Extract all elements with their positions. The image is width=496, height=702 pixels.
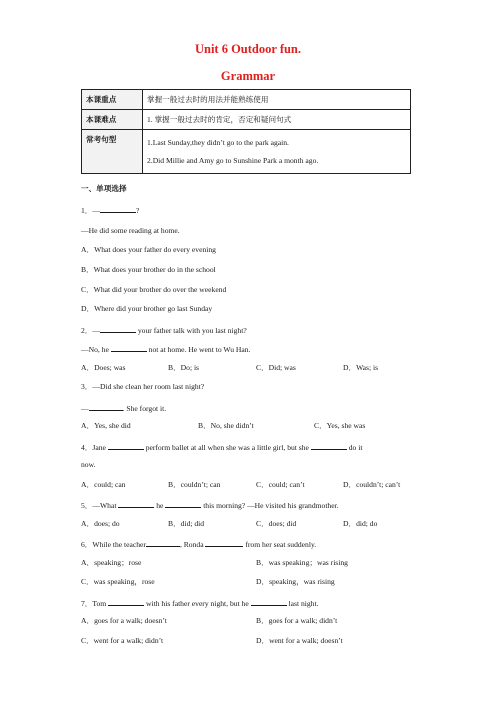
q5-option-a[interactable]: A．does; do [81, 519, 120, 528]
q5-option-c[interactable]: C．does; did [256, 519, 297, 528]
pattern-line-1: 1.Last Sunday,they didn’t go to the park again. [147, 137, 289, 147]
answer-blank[interactable] [108, 597, 144, 606]
q1-answer: —He did some reading at home. [81, 226, 180, 235]
q7-option-a[interactable]: A．goes for a walk; doesn’t [81, 616, 167, 625]
answer-blank[interactable] [100, 324, 136, 333]
info-value-difficulty: 1. 掌握一般过去时的肯定，否定和疑问句式 [143, 110, 411, 130]
q6-option-b[interactable]: B．was speaking；was rising [256, 558, 348, 567]
info-label-patterns: 常考句型 [82, 130, 143, 174]
answer-blank[interactable] [251, 597, 287, 606]
q2-option-c[interactable]: C．Did; was [256, 363, 296, 372]
q1-option-c[interactable]: C．What did your brother do over the weekend [81, 285, 227, 294]
answer-blank[interactable] [311, 441, 347, 450]
answer-blank[interactable] [89, 402, 123, 411]
q5-option-b[interactable]: B．did; did [168, 519, 205, 528]
q2-stem: 2．— your father talk with you last night? [81, 326, 247, 335]
q4-option-c[interactable]: C．could; can’t [256, 480, 305, 489]
answer-blank[interactable] [118, 499, 154, 508]
q4-option-b[interactable]: B．couldn’t; can [168, 480, 221, 489]
page-subtitle: Grammar [220, 69, 276, 83]
q1-option-b[interactable]: B．What does your brother do in the school [81, 265, 216, 274]
q3-stem: 3．—Did she clean her room last night? [81, 382, 205, 391]
info-row-focus [82, 90, 411, 110]
q6-option-c[interactable]: C．was speaking，rose [81, 577, 155, 586]
answer-blank[interactable] [100, 204, 136, 213]
section-heading: 一、单项选择 [81, 184, 127, 193]
info-row-patterns [82, 130, 411, 174]
page-title: Unit 6 Outdoor fun. [194, 42, 302, 56]
q2-answer: —No, he not at home. He went to Wu Han. [81, 345, 251, 354]
q1-option-a[interactable]: A．What does your father do every evening [81, 245, 216, 254]
q7-option-c[interactable]: C．went for a walk; didn’t [81, 636, 164, 645]
q7-stem: 7．Tom with his father every night, but he last night. [81, 599, 319, 608]
q7-option-d[interactable]: D．went for a walk; doesn’t [256, 636, 343, 645]
q1-option-d[interactable]: D．Where did your brother go last Sunday [81, 304, 213, 313]
q3-option-c[interactable]: C．Yes, she was [314, 421, 366, 430]
q2-option-a[interactable]: A．Does; was [81, 363, 126, 372]
q5-stem: 5．—What he this morning? —He visited his grandmother. [81, 501, 339, 510]
answer-blank[interactable] [146, 538, 180, 547]
answer-blank[interactable] [205, 538, 243, 547]
answer-blank[interactable] [108, 441, 144, 450]
q4-option-d[interactable]: D．couldn’t; can’t [343, 480, 401, 489]
info-row-difficulty [82, 110, 411, 130]
q6-option-a[interactable]: A．speaking；rose [81, 558, 142, 567]
info-table [81, 89, 411, 174]
q4-stem-cont: now. [81, 460, 96, 469]
q1-stem: 1．— ? [81, 206, 140, 215]
answer-blank[interactable] [111, 343, 147, 352]
info-value-focus: 掌握一般过去时的用法并能熟练使用 [143, 90, 411, 110]
q3-answer: — . She forgot it. [81, 404, 167, 413]
q2-option-d[interactable]: D．Was; is [343, 363, 379, 372]
q7-option-b[interactable]: B．goes for a walk; didn’t [256, 616, 338, 625]
info-label-focus: 本课重点 [82, 90, 143, 110]
pattern-line-2: 2.Did Millie and Amy go to Sunshine Park a month ago. [147, 155, 319, 165]
q2-option-b[interactable]: B．Do; is [168, 363, 200, 372]
q6-stem: 6．While the teacher , Ronda from her seat suddenly. [81, 540, 317, 549]
answer-blank[interactable] [165, 499, 201, 508]
q5-option-d[interactable]: D．did; do [343, 519, 378, 528]
q3-option-a[interactable]: A．Yes, she did [81, 421, 131, 430]
info-label-difficulty: 本课难点 [82, 110, 143, 130]
q4-option-a[interactable]: A．could; can [81, 480, 126, 489]
q6-option-d[interactable]: D．speaking，was rising [256, 577, 335, 586]
info-value-patterns [143, 130, 411, 174]
q4-stem: 4．Jane perform ballet at all when she was a little girl, but she do it [81, 443, 363, 452]
q3-option-b[interactable]: B．No, she didn’t [198, 421, 254, 430]
